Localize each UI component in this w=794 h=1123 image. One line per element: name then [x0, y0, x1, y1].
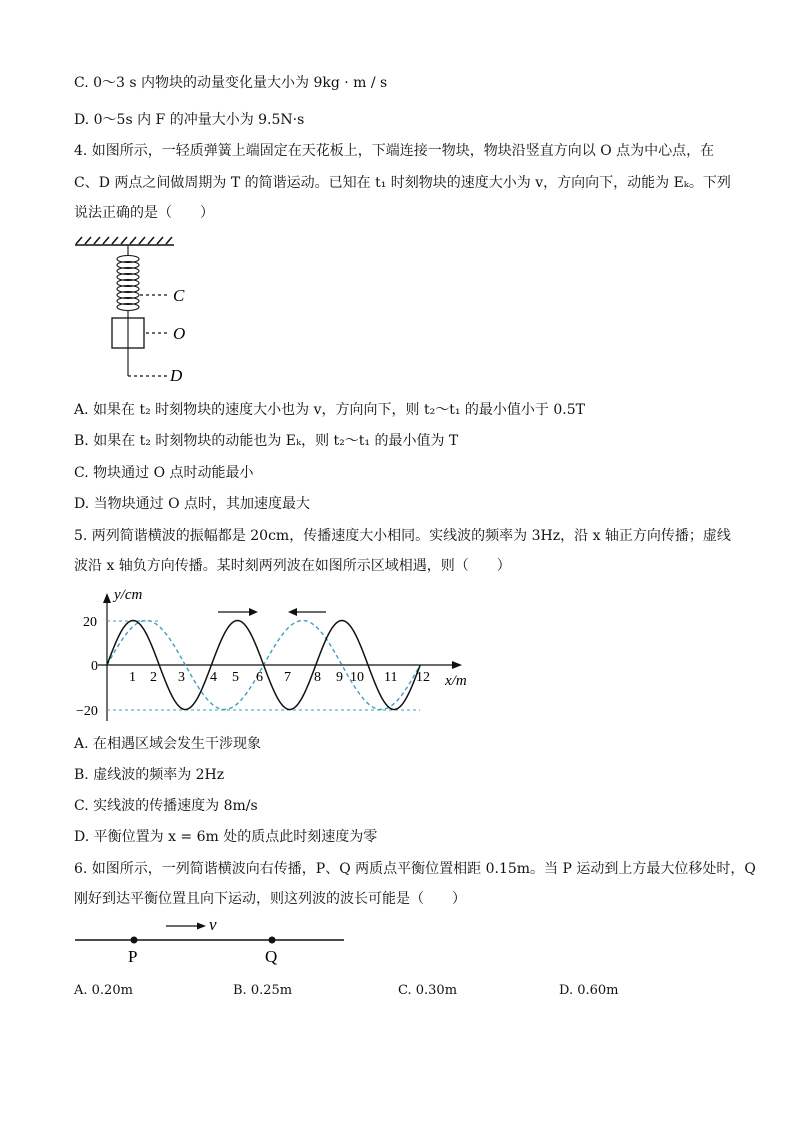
spring-figure [70, 236, 200, 386]
x-tick-5: 5 [232, 670, 239, 685]
x-tick-10: 10 [350, 670, 364, 685]
q4-option-b: B. 如果在 t₂ 时刻物块的动能也为 Eₖ，则 t₂～t₁ 的最小值为 T [74, 433, 459, 449]
wave-chart [70, 583, 480, 728]
q6-option-c: C. 0.30m [398, 983, 458, 998]
x-tick-3: 3 [178, 670, 185, 685]
q6-option-a: A. 0.20m [74, 983, 133, 998]
x-tick-1: 1 [129, 670, 136, 685]
pq-figure [72, 914, 352, 970]
label-p: P [128, 947, 138, 966]
x-axis-label: x/m [445, 673, 467, 689]
q4-stem-line2: C、D 两点之间做周期为 T 的简谐运动。已知在 t₁ 时刻物块的速度大小为 v，方向向下，动能为 Eₖ。下列 [74, 175, 731, 191]
q6-stem-line2: 刚好到达平衡位置且向下运动，则这列波的波长可能是（ ） [74, 891, 466, 907]
x-tick-8: 8 [314, 670, 321, 685]
spring [117, 245, 139, 318]
q4-stem-line1: 4. 如图所示，一轻质弹簧上端固定在天花板上，下端连接一物块，物块沿竖直方向以 O 点为中心点，在 [74, 143, 715, 159]
x-tick-9: 9 [336, 670, 343, 685]
q6-option-d: D. 0.60m [559, 983, 619, 998]
q3-option-c: C. 0～3 s 内物块的动量变化量大小为 9kg · m / s [74, 75, 388, 91]
q6-stem-line1: 6. 如图所示，一列简谐横波向右传播，P、Q 两质点平衡位置相距 0.15m。当 P 运动到上方最大位移处时，Q [74, 861, 756, 877]
q4-option-a: A. 如果在 t₂ 时刻物块的速度大小也为 v，方向向下，则 t₂～t₁ 的最小值小于 0.5T [74, 402, 585, 418]
y-tick-20: 20 [83, 615, 97, 630]
q5-option-c: C. 实线波的传播速度为 8m/s [74, 798, 258, 814]
ceiling [75, 237, 174, 245]
q3-option-d: D. 0～5s 内 F 的冲量大小为 9.5N·s [74, 112, 305, 128]
q4-option-d: D. 当物块通过 O 点时，其加速度最大 [74, 496, 311, 512]
velocity-arrow [166, 923, 206, 930]
x-axis [98, 661, 462, 669]
label-o: O [173, 324, 186, 343]
q5-option-d: D. 平衡位置为 x = 6m 处的质点此时刻速度为零 [74, 829, 378, 845]
direction-arrow-left [288, 608, 326, 616]
x-tick-12: 12 [416, 670, 430, 685]
point-q [269, 937, 276, 944]
y-tick-neg20: −20 [76, 704, 98, 719]
q5-option-b: B. 虚线波的频率为 2Hz [74, 767, 225, 783]
point-p [131, 937, 138, 944]
label-q: Q [265, 947, 278, 966]
label-v: v [209, 915, 217, 934]
q4-stem-line3: 说法正确的是（ ） [74, 205, 214, 221]
x-tick-11: 11 [384, 670, 398, 685]
label-c: C [173, 286, 185, 305]
direction-arrow-right [218, 608, 258, 616]
y-axis-label: y/cm [114, 587, 143, 603]
x-tick-6: 6 [256, 670, 263, 685]
x-tick-4: 4 [210, 670, 217, 685]
q5-option-a: A. 在相遇区域会发生干涉现象 [74, 736, 262, 752]
q5-stem-line2: 波沿 x 轴负方向传播。某时刻两列波在如图所示区域相遇，则（ ） [74, 558, 511, 574]
y-tick-0: 0 [91, 659, 98, 674]
q6-option-b: B. 0.25m [233, 983, 293, 998]
label-d: D [170, 366, 183, 385]
x-tick-2: 2 [150, 670, 157, 685]
x-tick-7: 7 [284, 670, 291, 685]
q4-option-c: C. 物块通过 O 点时动能最小 [74, 465, 254, 481]
q5-stem-line1: 5. 两列简谐横波的振幅都是 20cm，传播速度大小相同。实线波的频率为 3Hz，沿 x 轴正方向传播；虚线 [74, 528, 731, 544]
